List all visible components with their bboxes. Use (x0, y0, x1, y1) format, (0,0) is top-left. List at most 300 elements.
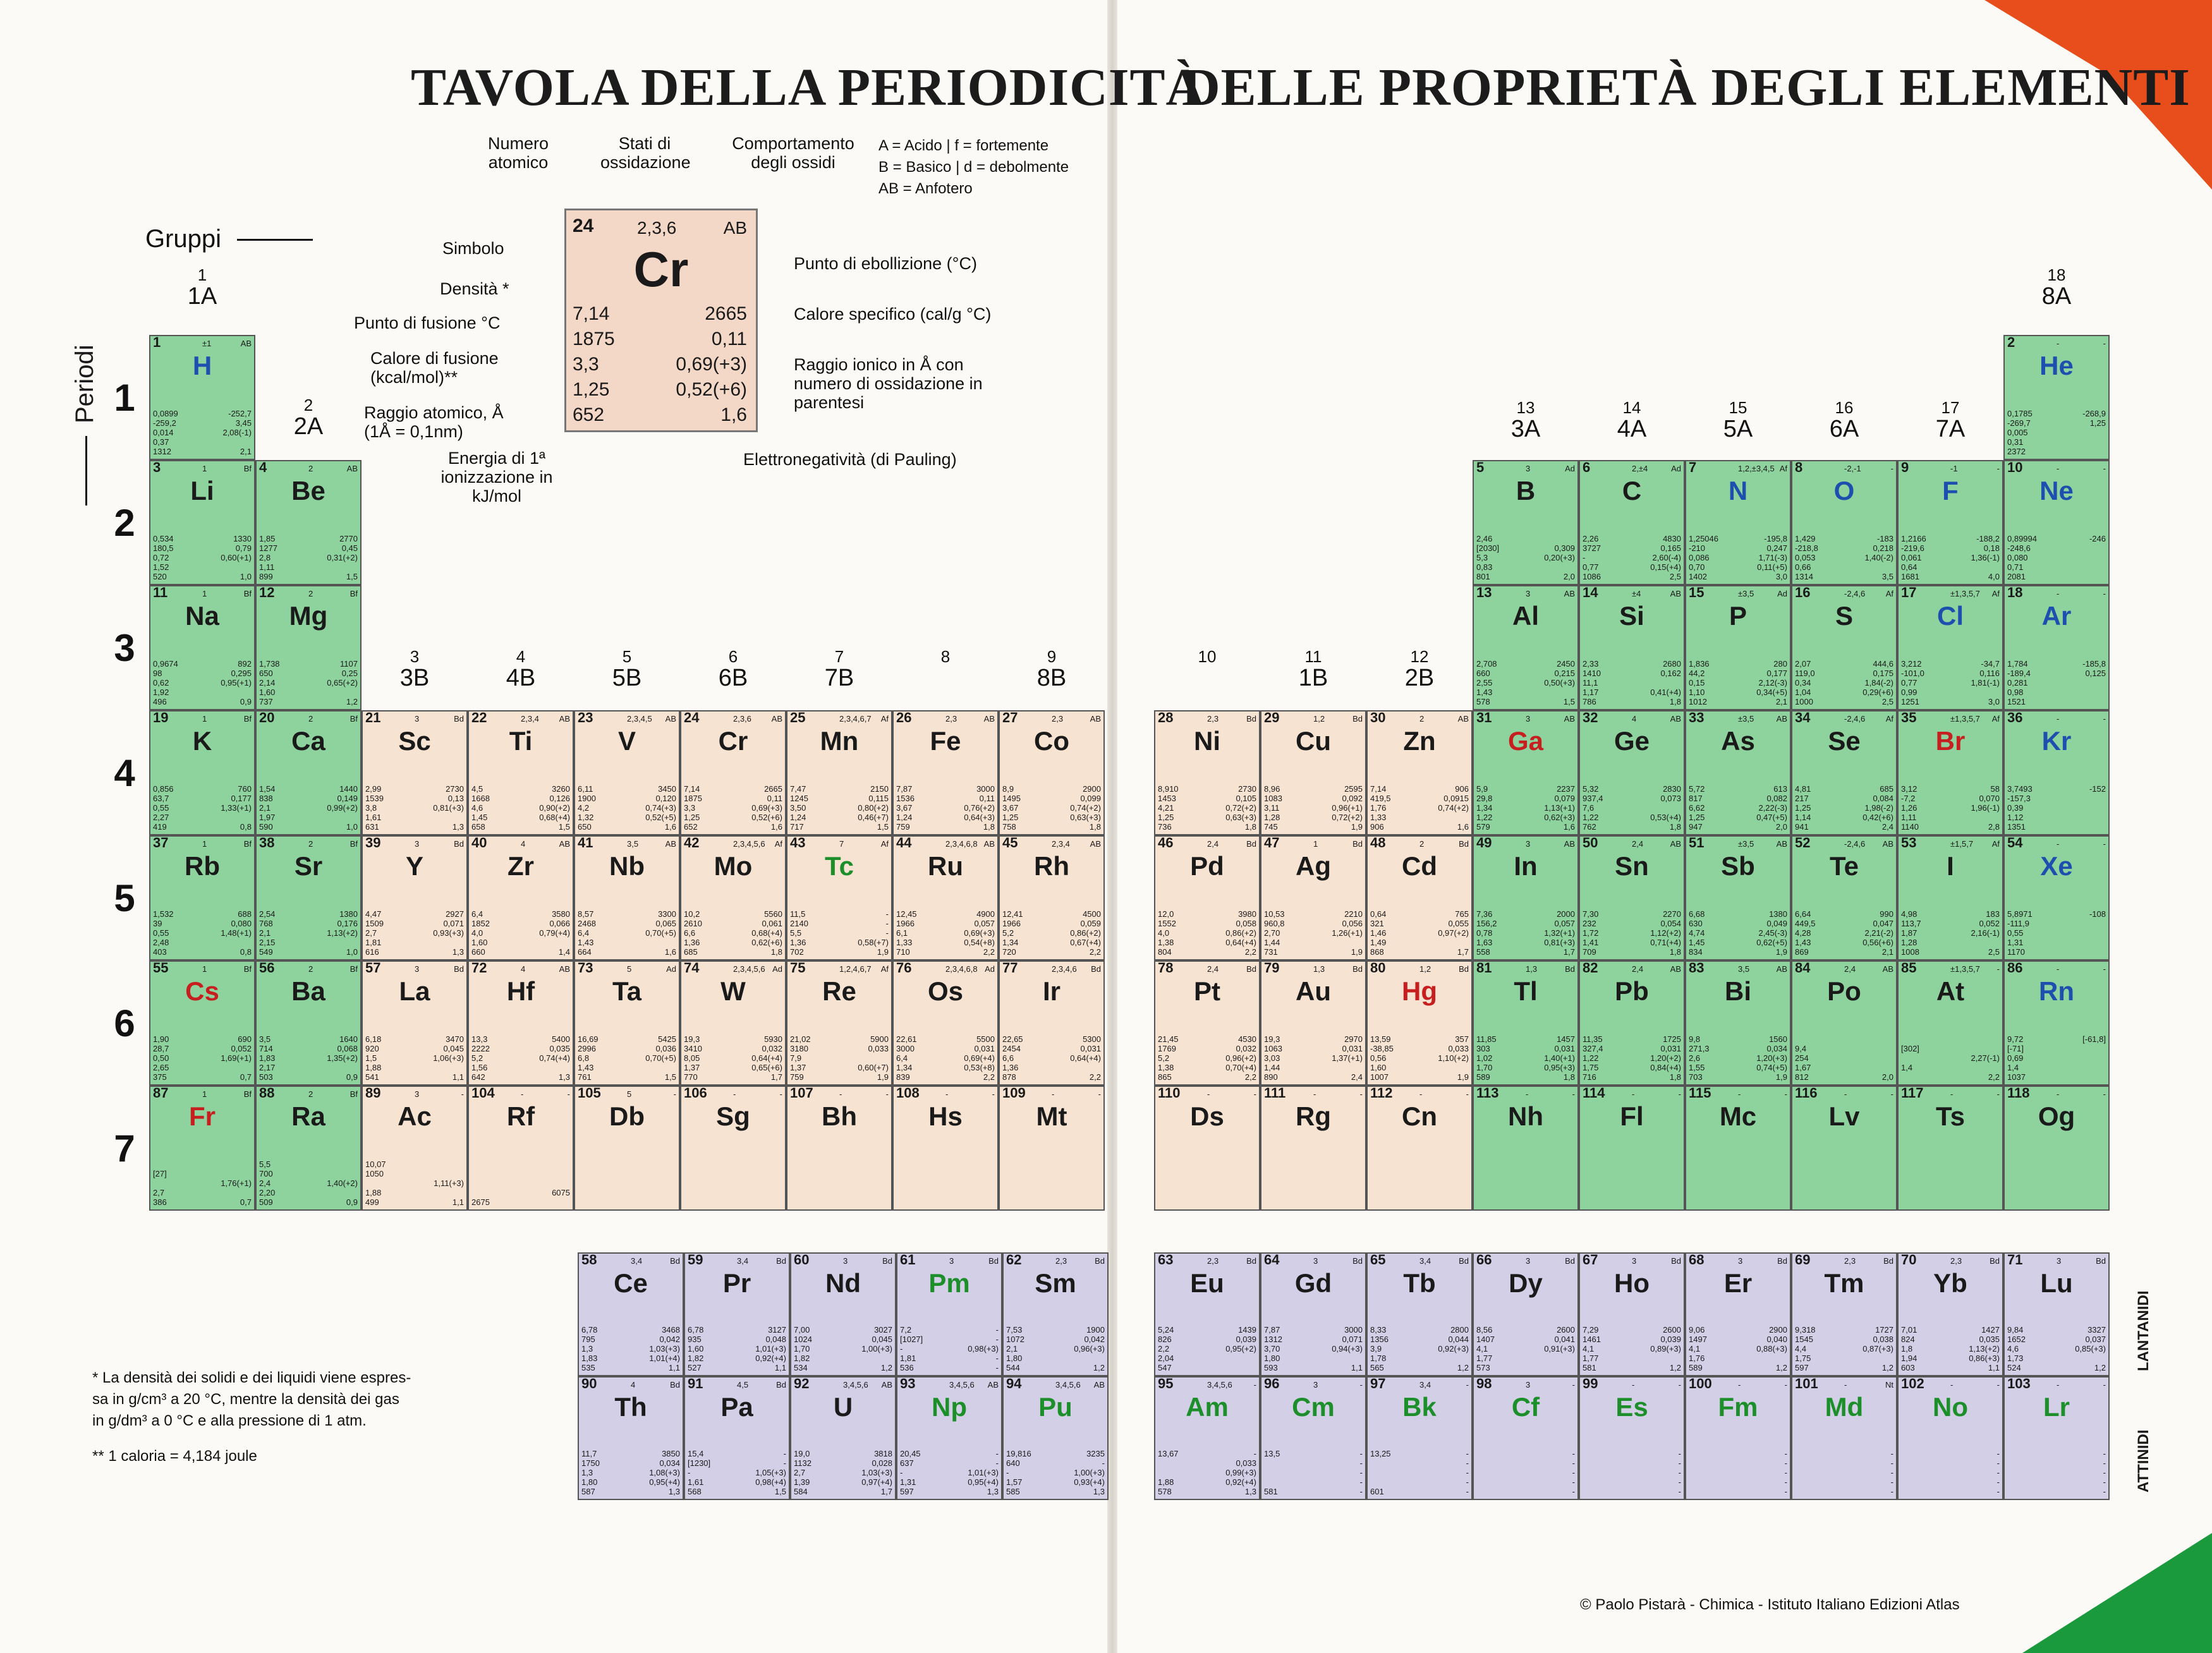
oxide-behavior: Bd (670, 1256, 680, 1266)
property-row (153, 437, 252, 447)
property-left: 1,738 (259, 659, 280, 669)
element-properties (1370, 909, 1469, 957)
element-cell-cf (1473, 1376, 1579, 1500)
property-right: 1,7 (880, 1487, 892, 1496)
property-row (1795, 669, 1893, 678)
property-row (259, 919, 358, 928)
property-left: 906 (1370, 822, 1384, 832)
property-left: 1,72 (1583, 928, 1599, 938)
oxide-behavior: AB (665, 714, 676, 724)
element-cell-he (2003, 335, 2110, 460)
element-symbol: Rf (506, 1101, 535, 1131)
property-row (2007, 678, 2106, 687)
atomic-number: 110 (1158, 1086, 1181, 1101)
property-left: 5,8971 (2007, 909, 2033, 919)
property-left: 13,5 (1264, 1449, 1280, 1458)
property-right: 2,0 (1563, 572, 1575, 581)
property-right: - (783, 1458, 786, 1468)
atomic-number: 41 (578, 835, 593, 851)
oxidation-states: 3 (1526, 1380, 1531, 1390)
property-row (1689, 919, 1787, 928)
property-row (1476, 659, 1575, 669)
property-left: [302] (1901, 1044, 1919, 1053)
property-right: 1,8 (1669, 1072, 1681, 1082)
property-left: 1,56 (471, 1063, 488, 1072)
property-row (1901, 1468, 2000, 1477)
property-left: 1,04 (1795, 687, 1811, 697)
property-left: 44,2 (1689, 669, 1705, 678)
element-properties (153, 909, 252, 957)
property-row (365, 1053, 464, 1063)
property-row (1476, 534, 1575, 543)
property-row (1901, 794, 2000, 803)
element-properties (1689, 1034, 1787, 1082)
oxidation-states: 2,3,4,5,6 (733, 839, 765, 849)
element-symbol: No (1933, 1392, 1968, 1422)
property-left: 7,9 (790, 1053, 802, 1063)
property-left: 1000 (1795, 697, 1813, 706)
property-row (1901, 669, 2000, 678)
property-row (896, 909, 995, 919)
property-row (259, 1197, 358, 1207)
oxidation-states: 2 (308, 839, 313, 849)
property-left: 1,34 (896, 1063, 913, 1072)
element-properties (1583, 659, 1681, 706)
property-row (2007, 784, 2106, 794)
property-left: 1,75 (1795, 1353, 1811, 1363)
oxidation-states: -2,4,6 (1844, 589, 1866, 598)
element-properties (1370, 1325, 1469, 1372)
property-row (1006, 1449, 1105, 1458)
element-properties (578, 909, 676, 957)
element-properties (581, 1325, 680, 1372)
property-row (1795, 1477, 1893, 1487)
property-left: 4,1 (1689, 1344, 1701, 1353)
oxide-behavior: - (1678, 1089, 1681, 1099)
property-row (1370, 1072, 1469, 1082)
property-right: 0,84(+4) (1650, 1063, 1681, 1072)
oxide-behavior: Bd (1246, 964, 1256, 974)
element-properties (2007, 909, 2106, 957)
group-label: 7A (1935, 416, 1966, 442)
property-right: 3580 (552, 909, 570, 919)
property-row (790, 822, 889, 832)
property-row (1583, 1477, 1681, 1487)
property-left: 834 (1689, 947, 1703, 957)
property-row (1689, 659, 1787, 669)
property-left: 0,0899 (153, 409, 178, 418)
property-row (2007, 822, 2106, 832)
property-left: 1024 (794, 1335, 812, 1344)
property-row (1476, 669, 1575, 678)
property-row (1002, 1034, 1101, 1044)
property-row (578, 1072, 676, 1082)
element-properties (1583, 909, 1681, 957)
element-cell-bi (1685, 960, 1791, 1086)
property-right: -188,2 (1976, 534, 2000, 543)
element-properties (1901, 1325, 2000, 1372)
group-number: 18 (2047, 265, 2066, 284)
property-right: -108 (2089, 909, 2106, 919)
element-cell-ho (1579, 1252, 1685, 1376)
property-right: 0,47(+5) (1756, 813, 1787, 822)
element-properties (1795, 659, 1893, 706)
property-row (900, 1449, 999, 1458)
property-right: - (885, 909, 889, 919)
property-left: 920 (365, 1044, 379, 1053)
element-symbol: Th (614, 1392, 647, 1422)
property-right: 0,65(+6) (751, 1063, 782, 1072)
property-row (1264, 813, 1363, 822)
property-row (1476, 1072, 1575, 1082)
element-symbol: Md (1825, 1392, 1864, 1422)
oxidation-states: 1,3 (1526, 964, 1538, 974)
property-row (688, 1449, 786, 1458)
property-row (259, 938, 358, 947)
oxidation-states: 1,2 (1313, 714, 1325, 724)
oxide-behavior: AB (983, 839, 995, 849)
property-right: - (1678, 1477, 1681, 1487)
property-row (2007, 1487, 2106, 1496)
property-right: 0,46(+7) (858, 813, 889, 822)
oxide-behavior: AB (346, 464, 358, 473)
oxidation-states: 1,2,±3,4,5 (1738, 464, 1775, 473)
property-left: 254 (1795, 1053, 1809, 1063)
property-row (1476, 1034, 1575, 1044)
property-left: 0,55 (153, 928, 169, 938)
property-right: 0,048 (765, 1335, 786, 1344)
oxide-behavior: - (1996, 464, 2000, 473)
oxide-behavior: Bd (454, 714, 464, 724)
property-row (1689, 1053, 1787, 1063)
element-cell-k (149, 710, 255, 835)
property-right: 2,60(-4) (1652, 553, 1681, 562)
property-left: 9,4 (1795, 1044, 1807, 1053)
oxidation-states: - (2057, 464, 2060, 473)
property-left: 0,39 (2007, 803, 2024, 813)
property-row (794, 1449, 892, 1458)
property-right: 0,065 (655, 919, 676, 928)
group-header-14 (1594, 398, 1670, 441)
property-row (471, 1197, 570, 1207)
legend-sample-density: 7,14 (573, 303, 610, 324)
element-properties (1006, 1449, 1105, 1496)
element-cell-yb (1897, 1252, 2003, 1376)
property-row (1158, 1468, 1256, 1477)
oxide-behavior: AB (1882, 964, 1893, 974)
atomic-number: 72 (471, 960, 487, 976)
oxidation-states: - (2057, 1089, 2060, 1099)
property-left: 3180 (790, 1044, 808, 1053)
property-row (1583, 919, 1681, 928)
property-row (1002, 803, 1101, 813)
property-left: 2,7 (365, 928, 377, 938)
property-left: 590 (259, 822, 273, 832)
property-right: 4830 (1663, 534, 1681, 543)
element-cell-dy (1473, 1252, 1579, 1376)
element-cell-ba (255, 960, 362, 1086)
element-symbol: Rh (1034, 851, 1069, 881)
property-left: 8,57 (578, 909, 594, 919)
element-cell-sc (362, 710, 468, 835)
oxide-behavior: - (1253, 1380, 1256, 1390)
property-right: 0,031 (1080, 1044, 1101, 1053)
oxidation-states: - (1632, 1089, 1635, 1099)
element-cell-mg (255, 585, 362, 710)
property-row (1689, 794, 1787, 803)
property-left: 1,85 (259, 534, 276, 543)
element-symbol: Mn (820, 726, 859, 756)
property-right: 0,68(+4) (751, 928, 782, 938)
element-symbol: La (399, 976, 430, 1006)
property-row (259, 1188, 358, 1197)
property-left: 0,005 (2007, 428, 2028, 437)
property-left: 1245 (790, 794, 808, 803)
oxide-behavior: - (673, 1089, 676, 1099)
property-right: 2,16(-1) (1971, 928, 2000, 938)
oxide-behavior: Ad (1777, 589, 1787, 598)
property-left: 12,45 (896, 909, 917, 919)
property-row (1370, 794, 1469, 803)
property-left: 1,8 (1901, 1344, 1913, 1353)
property-right: 2,1 (1881, 947, 1893, 957)
element-cell-fl (1579, 1086, 1685, 1211)
property-left: 758 (1002, 822, 1016, 832)
element-cell-md (1791, 1376, 1897, 1500)
property-left: 0,31 (2007, 437, 2024, 447)
element-properties (900, 1325, 999, 1372)
property-right: 2,5 (1669, 572, 1681, 581)
property-row (1901, 697, 2000, 706)
oxide-behavior: - (2103, 714, 2106, 724)
property-row (688, 1335, 786, 1344)
property-row (1583, 1449, 1681, 1458)
property-row (900, 1468, 999, 1477)
property-left: 1,60 (471, 938, 488, 947)
atomic-number: 106 (684, 1086, 707, 1101)
atomic-number: 112 (1370, 1086, 1393, 1101)
element-properties (259, 659, 358, 706)
element-cell-er (1685, 1252, 1791, 1376)
oxidation-states: 3 (415, 1089, 420, 1099)
property-left: 1037 (2007, 1072, 2026, 1082)
property-right: - (1996, 1458, 2000, 1468)
element-symbol: Cm (1292, 1392, 1335, 1422)
property-row (1158, 1034, 1256, 1044)
property-right: 0,70(+5) (645, 1053, 676, 1063)
property-left: 6,8 (578, 1053, 590, 1063)
property-row (2007, 553, 2106, 562)
property-row (1476, 572, 1575, 581)
property-left: 1,61 (688, 1477, 704, 1487)
oxide-behavior: - (1466, 1089, 1469, 1099)
property-left: 3000 (896, 1044, 915, 1053)
property-right: 0,7 (240, 1072, 252, 1082)
oxidation-states: 4 (631, 1380, 636, 1390)
property-left: 16,69 (578, 1034, 599, 1044)
property-right: 0,177 (231, 794, 252, 803)
property-right: 1,20(+2) (1650, 1053, 1681, 1063)
property-row (2007, 1468, 2106, 1477)
oxidation-states: - (1313, 1089, 1316, 1099)
property-row (1264, 1063, 1363, 1072)
property-right: - (1890, 1458, 1893, 1468)
property-right: - (995, 1335, 999, 1344)
property-row (2007, 437, 2106, 447)
element-cell-la (362, 960, 468, 1086)
oxide-behavior: - (2103, 339, 2106, 348)
property-right: 1,8 (1669, 947, 1681, 957)
element-symbol: Dy (1509, 1268, 1543, 1298)
element-properties (1795, 909, 1893, 957)
property-left: 6,6 (684, 928, 696, 938)
property-row (2007, 534, 2106, 543)
property-left: 2222 (471, 1044, 490, 1053)
element-symbol: O (1833, 476, 1855, 506)
property-left: 589 (1689, 1363, 1703, 1372)
property-row (896, 813, 995, 822)
property-right: 0,057 (1554, 919, 1575, 928)
group-header-6 (695, 647, 771, 690)
oxide-behavior: - (992, 1089, 995, 1099)
property-row (1795, 1063, 1893, 1072)
property-row (1370, 938, 1469, 947)
element-symbol: Tm (1824, 1268, 1864, 1298)
oxidation-states: 3 (1632, 1256, 1637, 1266)
element-cell-w (680, 960, 786, 1086)
property-row (153, 409, 252, 418)
oxidation-states: 2,4 (1844, 964, 1856, 974)
property-left: 2,99 (365, 784, 382, 794)
property-row (2007, 928, 2106, 938)
legend-sample-bp: 2665 (705, 303, 747, 324)
atomic-number: 82 (1583, 960, 1598, 976)
oxidation-states: 3,4,5,6 (843, 1380, 868, 1390)
property-right: 3,5 (1881, 572, 1893, 581)
property-right: 3,45 (235, 418, 252, 428)
property-row (1370, 803, 1469, 813)
property-right: 1457 (1557, 1034, 1575, 1044)
property-row (1689, 1468, 1787, 1477)
property-left: 2372 (2007, 447, 2026, 456)
element-symbol: Cf (1511, 1392, 1540, 1422)
element-cell-ni (1154, 710, 1260, 835)
group-number: 5 (622, 647, 632, 666)
property-row (1158, 1325, 1256, 1335)
property-row (1795, 1487, 1893, 1496)
property-row (794, 1458, 892, 1468)
property-row (153, 1188, 252, 1197)
oxide-behavior: Bf (243, 589, 252, 598)
oxide-behavior: AB (1670, 714, 1681, 724)
element-cell-nd (790, 1252, 896, 1376)
property-left: 795 (581, 1335, 595, 1344)
oxidation-states: 5 (627, 964, 632, 974)
property-row (1901, 1044, 2000, 1053)
property-left: 664 (578, 947, 592, 957)
oxidation-states: - (2057, 964, 2060, 974)
property-left: 1900 (578, 794, 596, 803)
property-row (684, 813, 782, 822)
property-right: - (783, 1449, 786, 1458)
property-left: 7,53 (1006, 1325, 1023, 1335)
property-row (1901, 928, 2000, 938)
property-row (1901, 1344, 2000, 1353)
property-right: 1,48(+1) (221, 928, 252, 938)
property-right: 0,54(+8) (964, 938, 995, 947)
atomic-number: 8 (1795, 460, 1803, 475)
property-row (684, 803, 782, 813)
oxide-behavior: - (1359, 1089, 1363, 1099)
property-right: - (1890, 1449, 1893, 1458)
oxide-behavior: - (2103, 1380, 2106, 1390)
element-symbol: Am (1186, 1392, 1229, 1422)
element-properties (896, 1034, 995, 1082)
atomic-number: 71 (2007, 1252, 2023, 1268)
property-right: 4900 (976, 909, 995, 919)
oxide-behavior: AB (1670, 839, 1681, 849)
property-left: 7,47 (790, 784, 806, 794)
element-properties (1264, 784, 1363, 832)
oxide-behavior: Bd (1246, 714, 1256, 724)
property-row (578, 919, 676, 928)
property-right: 1,2 (880, 1363, 892, 1372)
element-properties (790, 784, 889, 832)
property-row (1006, 1353, 1105, 1363)
property-row (153, 418, 252, 428)
property-right: 0,175 (1873, 669, 1893, 678)
legend-codes3: AB = Anfotero (878, 180, 973, 197)
property-right: 2270 (1663, 909, 1681, 919)
property-left: 0,1785 (2007, 409, 2033, 418)
oxidation-states: 2,4 (1632, 839, 1644, 849)
property-right: 1440 (339, 784, 358, 794)
property-row (1158, 938, 1256, 947)
property-left: 321 (1370, 919, 1384, 928)
property-row (581, 1468, 680, 1477)
oxidation-states: 2,3,4,5,6 (733, 964, 765, 974)
property-right: 1,2 (2094, 1363, 2106, 1372)
legend-sample-ra: 1,25 (573, 379, 610, 400)
property-left: 716 (1583, 1072, 1596, 1082)
element-symbol: Ge (1613, 726, 1650, 756)
property-right: 1439 (1238, 1325, 1256, 1335)
property-right: - (1359, 1458, 1363, 1468)
property-row (1689, 553, 1787, 562)
property-right: - (885, 919, 889, 928)
element-symbol: Nb (609, 851, 645, 881)
property-left: 2,17 (259, 1063, 276, 1072)
oxidation-states: -2,-1 (1844, 464, 1861, 473)
property-right: -195,8 (1764, 534, 1787, 543)
property-row (794, 1363, 892, 1372)
element-properties (1795, 534, 1893, 581)
oxide-behavior: Ad (1671, 464, 1681, 473)
property-right: 0,99(+2) (327, 803, 358, 813)
property-left: 759 (790, 1072, 804, 1082)
element-symbol: Fr (189, 1101, 216, 1131)
atomic-number: 47 (1264, 835, 1280, 851)
property-row (2007, 938, 2106, 947)
oxide-behavior: Bf (349, 1089, 358, 1099)
property-left: 947 (1689, 822, 1703, 832)
property-left: 1,70 (1476, 1063, 1493, 1072)
property-right: 2,27(-1) (1971, 1053, 2000, 1063)
property-left: 637 (900, 1458, 914, 1468)
element-properties (1901, 1044, 2000, 1082)
property-right: 685 (1880, 784, 1893, 794)
atomic-number: 92 (794, 1376, 810, 1391)
